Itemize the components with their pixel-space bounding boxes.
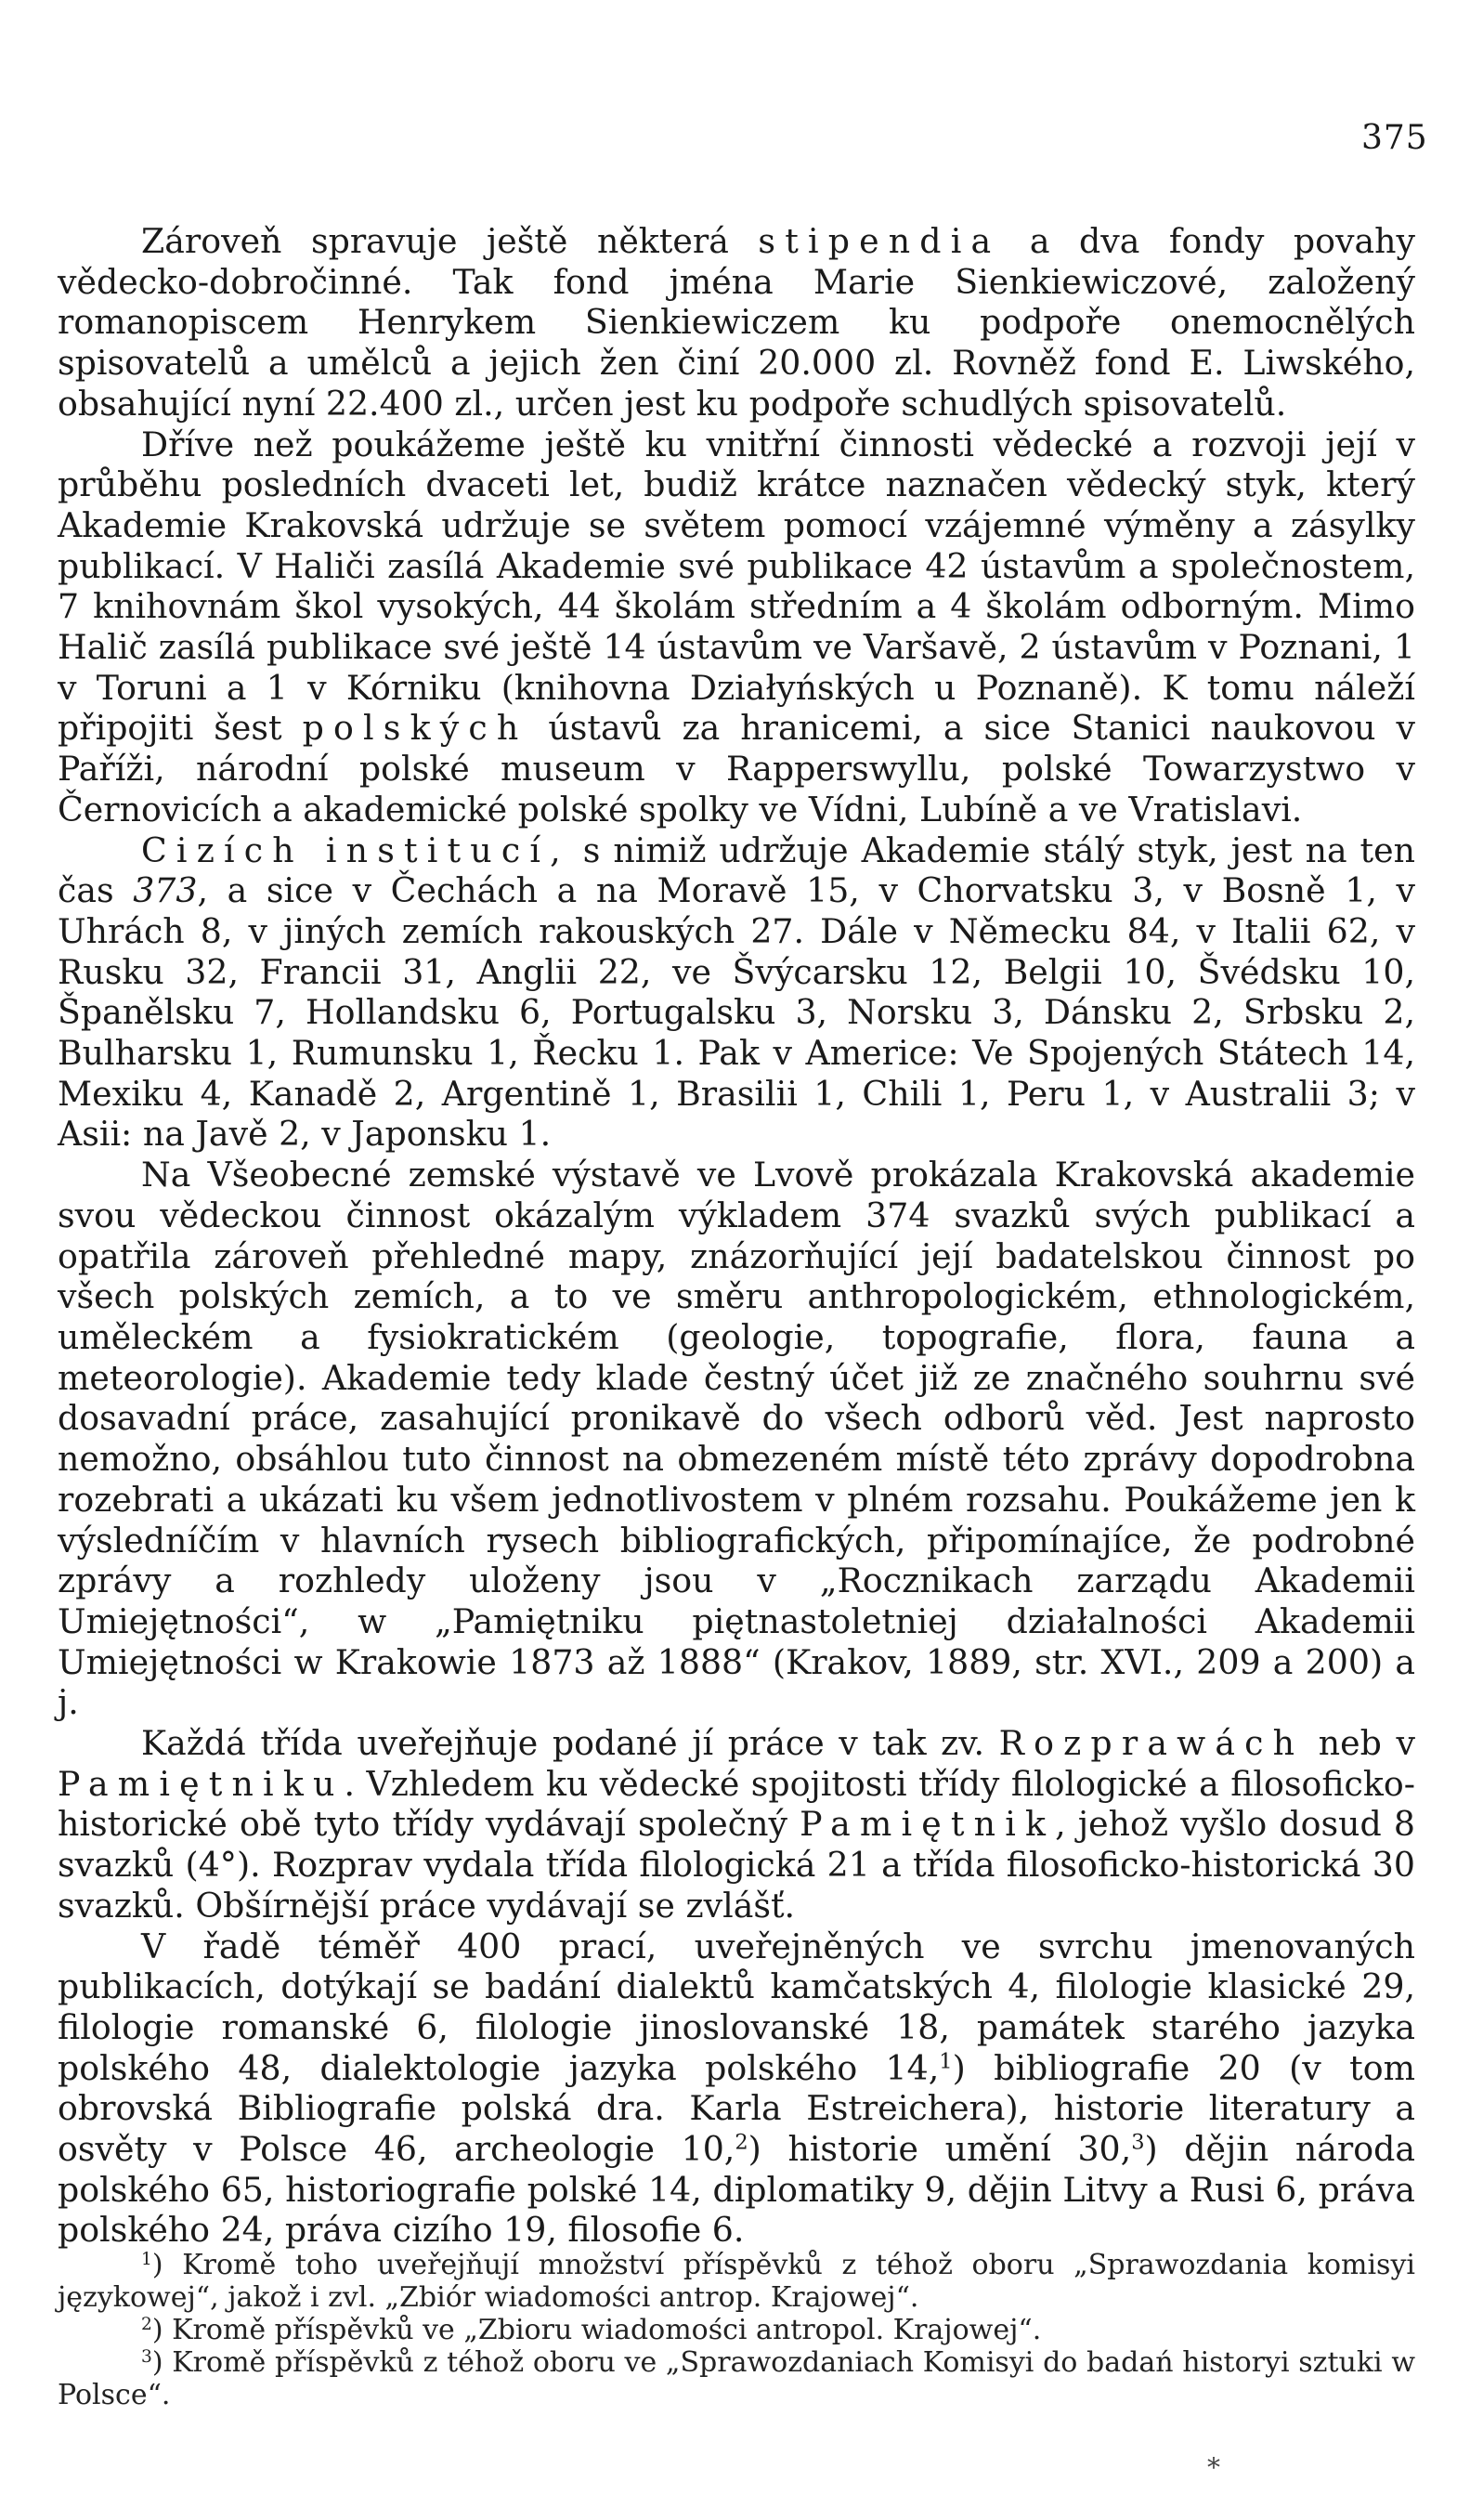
italic-number: 373 <box>133 870 198 911</box>
footnote-ref[interactable]: 1 <box>939 2049 953 2074</box>
paragraph-works: V řadě téměř 400 prací, uveřejněných ve svrchu jmenovaných publikacích, dotýkají se badání dialektů kamčatských 4, filologie klasické 29, filologie romanské 6, filologie jinoslovanské 18, památek starého jazyka polského 48, dialektologie jazyka polského 14,$^1$) bibliografie 20 (v tom obrovská Bibliografie polská dra. Karla Estreichera), historie literatury a osvěty v Polsce 46, archeologie 10,$^2$) historie umění 30,$^3$) dějin národa polského 65, historiografie polské 14, diplomatiky 9, dějin Litvy a Rusi 6, práva polského 24, práva cizího 19, filosofie 6. <box>58 1926 1416 2251</box>
spaced-term: stipendia <box>758 221 1001 261</box>
spaced-term: Pamiętniku <box>58 1763 345 1804</box>
paragraph-classes: Každá třída uveřejňuje podané jí práce v tak zv. Rozprawách neb v Pamiętniku. Vzhledem ku vědecké spojitosti třídy filologické a filosoficko-historické obě tyto třídy vydávají společný Pamiętnik, jehož vyšlo dosud 8 svazků (4°). Rozprav vydala třída filologická 21 a třída filosoficko-historická 30 svazků. Obšírnější práce vydávají se zvlášť. <box>58 1723 1416 1926</box>
footnote-ref[interactable]: 3 <box>1131 2130 1145 2155</box>
spaced-term: Pamiętnik <box>800 1804 1056 1845</box>
page-number: 375 <box>1361 119 1428 157</box>
paragraph-foreign-institutions: Cizích institucí, s nimiž udržuje Akademie stálý styk, jest na ten čas 373, a sice v Čechách a na Moravě 15, v Chorvatsku 3, v Bosně 1, v Uhrách 8, v jiných zemích rakouských 27. Dále v Německu 84, v Italii 62, v Rusku 32, Francii 31, Anglii 22, ve Švýcarsku 12, Belgii 10, Švédsku 10, Španělsku 7, Hollandsku 6, Portugalsku 3, Norsku 3, Dánsku 2, Srbsku 2, Bulharsku 1, Rumunsku 1, Řecku 1. Pak v Americe: Ve Spojených Státech 14, Mexiku 4, Kanadě 2, Argentině 1, Brasilii 1, Chili 1, Peru 1, v Australii 3; v Asii: na Javě 2, v Japonsku 1. <box>58 829 1416 1155</box>
spaced-term: Cizích institucí, <box>141 829 570 870</box>
signature-mark: * <box>1207 2452 1220 2483</box>
footnote: $^2$) Kromě příspěvků ve „Zbioru wiadomości antropol. Krajowej“. <box>141 2314 1042 2346</box>
footnote: $^3$) Kromě příspěvků z téhož oboru ve „Sprawozdaniach Komisyi do badań historyi sztuki w Polsce“. <box>58 2346 1415 2411</box>
spaced-term: Rozprawách <box>998 1723 1305 1764</box>
footnote-ref[interactable]: 2 <box>735 2130 748 2155</box>
paragraph-exchange: Dříve než poukážeme ještě ku vnitřní činnosti vědecké a rozvoji její v průběhu posledních dvaceti let, budiž krátce naznačen vědecký styk, který Akademie Krakovská udržuje se světem pomocí vzájemné výměny a zásylky publikací. V Haliči zasílá Akademie své publikace 42 ústavům a společnostem, 7 knihovnám škol vysokých, 44 školám středním a 4 školám odborným. Mimo Halič zasílá publikace své ještě 14 ústavům ve Varšavě, 2 ústavům v Poznani, 1 v Toruni a 1 v Kórniku (knihovna Działyńských u Poznaně). K tomu náleží připojiti šest polských ústavů za hranicemi, a sice Stanici naukovou v Paříži, národní polské museum v Rapperswyllu, polské Towarzystwo v Černovicích a akademické polské spolky ve Vídni, Lubíně a ve Vratislavi. <box>58 424 1415 829</box>
main-text <box>58 221 1415 2251</box>
paragraph-exhibition: Na Všeobecné zemské výstavě ve Lvově prokázala Krakovská akademie svou vědeckou činnost okázalým výkladem 374 svazků svých publikací a opatřila zároveň přehledné mapy, znázorňující její badatelskou činnost po všech polských zemích, a to ve směru anthropologickém, ethnologickém, uměleckém a fysiokratickém (geologie, topografie, flora, fauna a meteorologie). Akademie tedy klade čestný účet již ze značného souhrnu své dosavadní práce, zasahující pronikavě do všech odborů věd. Jest naprosto nemožno, obsáhlou tuto činnost na obmezeném místě této zprávy dopodrobna rozebrati a ukázati ku všem jednotlivostem v plném rozsahu. Poukážeme jen k výsledníčím v hlavních rysech bibliografických, připomínajíce, že podrobné zprávy a rozhledy uloženy jsou v „Rocznikach zarządu Akademii Umiejętności“, w „Pamiętniku piętnastoletniej działalności Akademii Umiejętności w Krakowie 1873 až 1888“ (Krakov, 1889, str. XVI., 209 a 200) a j. <box>58 1155 1415 1723</box>
footnote: $^1$) Kromě toho uveřejňují množství příspěvků z téhož oboru „Sprawozdania komisyi językowej“, jakož i zvl. „Zbiór wiadomości antrop. Krajowej“. <box>58 2249 1415 2314</box>
footnotes <box>58 2249 1415 2411</box>
paragraph-stipends: Zároveň spravuje ještě některá stipendia a dva fondy povahy vědecko-dobročinné. Tak fond jména Marie Sienkiewiczové, založený romanopiscem Henrykem Sienkiewiczem ku podpoře onemocnělých spisovatelů a umělců a jejich žen činí 20.000 zl. Rovněž fond E. Liwského, obsahující nyní 22.400 zl., určen jest ku podpoře schudlých spisovatelů. <box>58 221 1415 424</box>
spaced-term: polských <box>302 708 528 749</box>
